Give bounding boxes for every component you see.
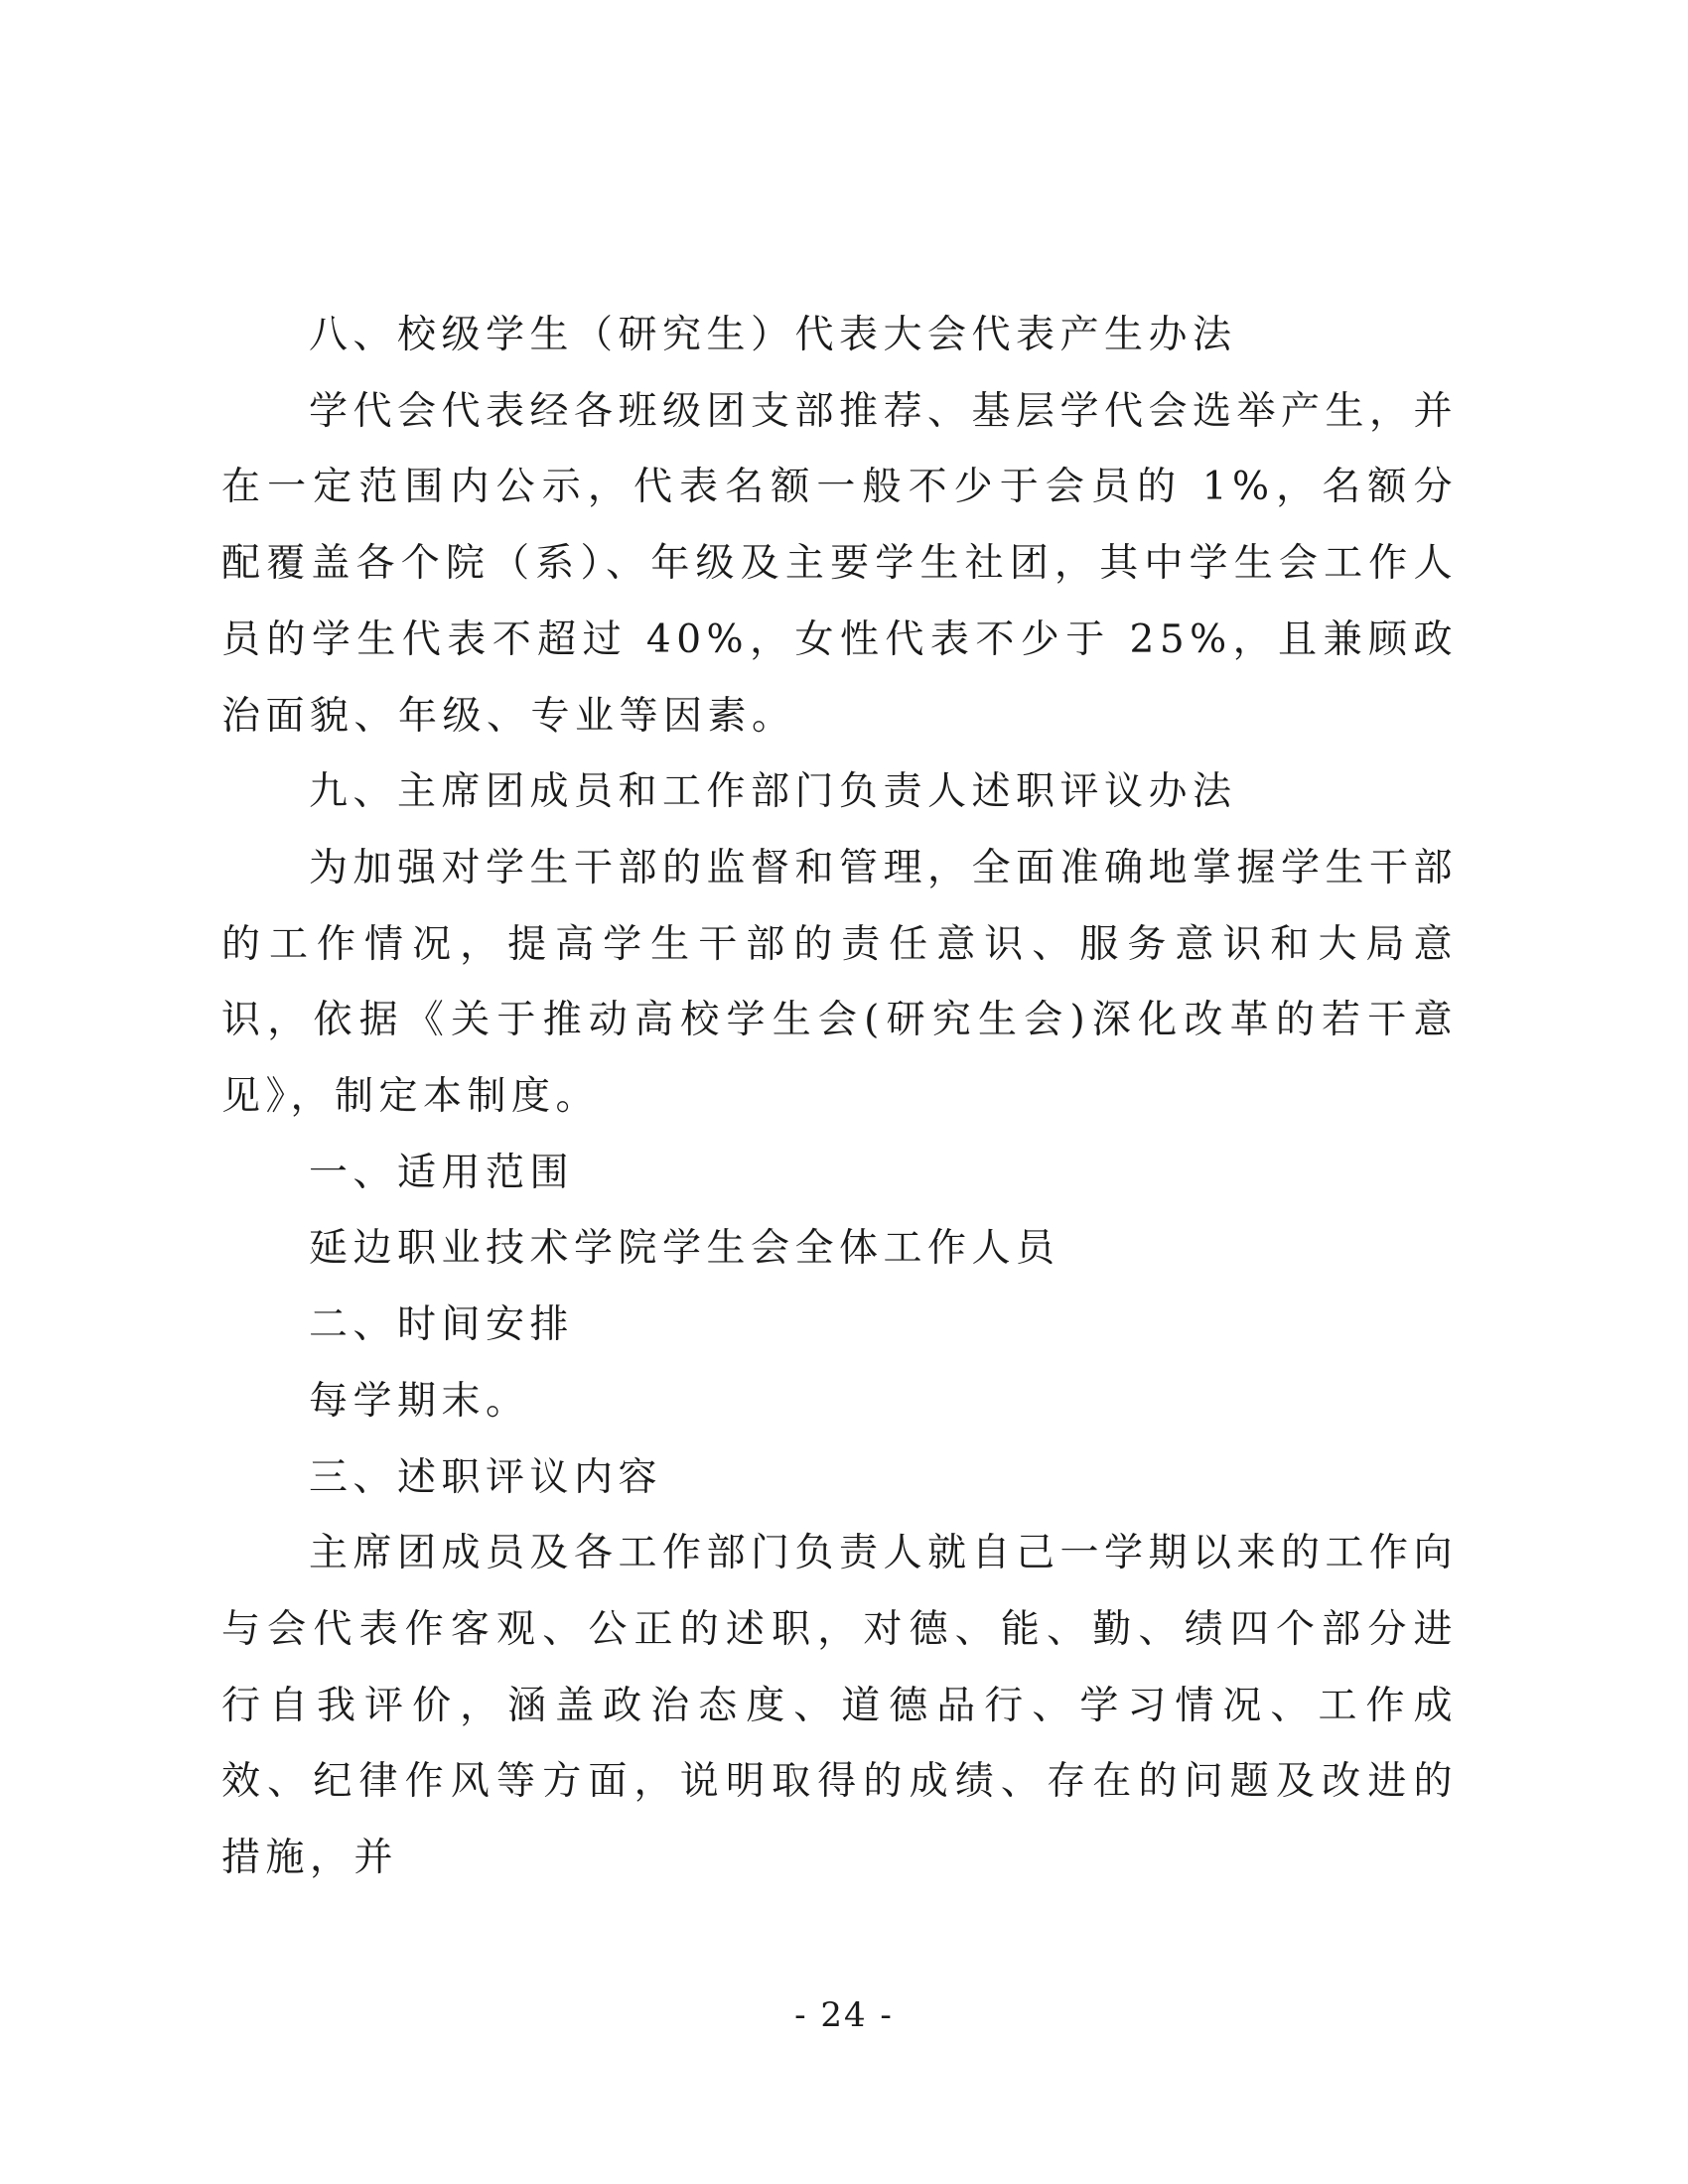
paragraph-schedule: 每学期末。 [309, 1378, 530, 1424]
section-heading-8: 八、校级学生（研究生）代表大会代表产生办法 [309, 313, 1237, 357]
paragraph-purpose: 为加强对学生干部的监督和管理，全面准确地掌握学生干部的工作情况，提高学生干部的责任意识、服务意识和大局意识，依据《关于推动高校学生会(研究生会)深化改革的若干意见》，制定本制度。 [221, 845, 1459, 1120]
subheading-scope: 一、适用范围 [309, 1150, 575, 1195]
paragraph-delegate-selection: 学代会代表经各班级团支部推荐、基层学代会选举产生，并在一定范围内公示，代表名额一般不少于会员的 1%，名额分配覆盖各个院（系）、年级及主要学生社团，其中学生会工作人员的学生代表不超过 40%，女性代表不少于 25%，且兼顾政治面貌、年级、专业等因素。 [221, 388, 1459, 739]
subheading-content: 三、述职评议内容 [309, 1454, 663, 1500]
document-body [221, 298, 1458, 1897]
paragraph-content: 主席团成员及各工作部门负责人就自己一学期以来的工作向与会代表作客观、公正的述职，对德、能、勤、绩四个部分进行自我评价，涵盖政治态度、道德品行、学习情况、工作成效、纪律作风等方面，说明取得的成绩、存在的问题及改进的措施，并 [221, 1531, 1459, 1881]
section-heading-9: 九、主席团成员和工作部门负责人述职评议办法 [309, 769, 1237, 815]
page-number: - 24 - [794, 1995, 894, 2035]
paragraph-scope: 延边职业技术学院学生会全体工作人员 [309, 1226, 1060, 1272]
subheading-schedule: 二、时间安排 [309, 1302, 575, 1348]
